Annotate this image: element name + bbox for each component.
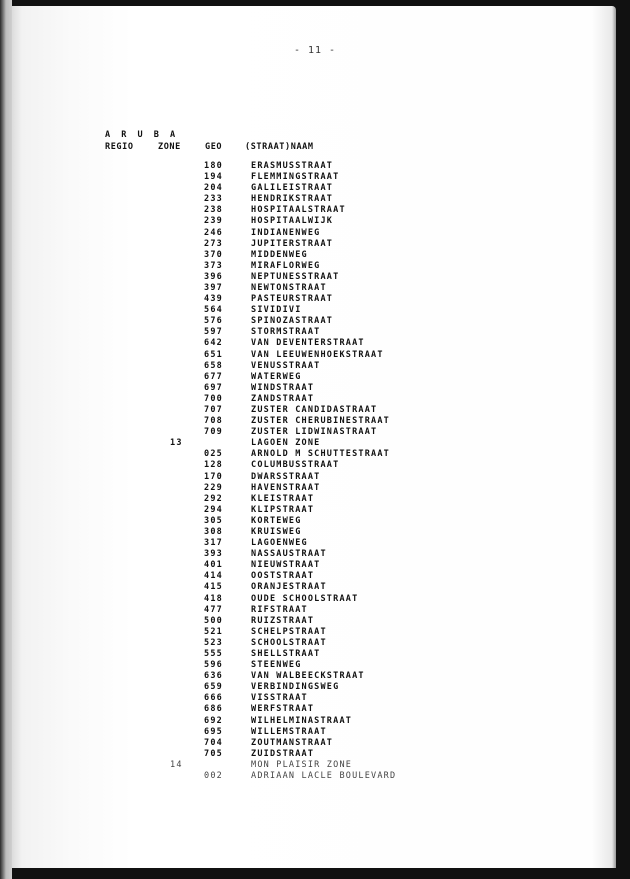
table-row [0, 194, 630, 205]
column-header-regio: REGIO [105, 142, 134, 152]
geo-cell: 233 [204, 194, 223, 205]
street-name-cell: KRUISWEG [251, 526, 302, 537]
street-name-cell: ZUSTER LIDWINASTRAAT [251, 427, 378, 438]
geo-cell: 373 [204, 260, 223, 271]
street-name-cell: JUPITERSTRAAT [251, 238, 334, 249]
geo-cell: 308 [204, 526, 223, 537]
street-name-cell: HENDRIKSTRAAT [251, 194, 334, 205]
geo-cell: 708 [204, 416, 223, 427]
page-number: - 11 - [293, 45, 337, 56]
geo-cell: 477 [204, 604, 223, 615]
geo-cell: 418 [204, 593, 223, 604]
street-name-cell: VAN LEEUWENHOEKSTRAAT [251, 349, 384, 360]
geo-cell: 521 [204, 626, 223, 637]
geo-cell: 659 [204, 682, 223, 693]
geo-cell: 707 [204, 404, 223, 415]
street-name-cell: INDIANENWEG [251, 227, 321, 238]
geo-cell: 576 [204, 316, 223, 327]
table-row [0, 216, 630, 227]
table-row [0, 649, 630, 660]
street-name-cell: ARNOLD M SCHUTTESTRAAT [251, 449, 390, 460]
geo-cell: 704 [204, 737, 223, 748]
table-row [0, 383, 630, 394]
table-row [0, 327, 630, 338]
geo-cell: 414 [204, 571, 223, 582]
street-name-cell: ERASMUSSTRAAT [251, 161, 334, 171]
street-name-cell: DWARSSTRAAT [251, 471, 321, 482]
street-name-cell: GALILEISTRAAT [251, 183, 334, 194]
table-row [0, 483, 630, 494]
geo-cell: 229 [204, 482, 223, 493]
geo-cell: 564 [204, 305, 223, 316]
table-row [0, 505, 630, 516]
street-name-cell: RIFSTRAAT [251, 604, 308, 615]
table-row [0, 261, 630, 272]
street-name-cell: HOSPITAALWIJK [251, 216, 334, 227]
zone-cell: 14 [170, 759, 183, 770]
table-row [0, 438, 630, 449]
table-row [0, 682, 630, 693]
geo-cell: 596 [204, 660, 223, 671]
table-row [0, 516, 630, 527]
table-row [0, 771, 630, 782]
street-name-cell: SCHOOLSTRAAT [251, 637, 327, 648]
table-row [0, 239, 630, 250]
geo-cell: 025 [204, 449, 223, 460]
table-row [0, 250, 630, 261]
street-name-cell: VERBINDINGSWEG [251, 682, 340, 693]
geo-cell: 396 [204, 271, 223, 282]
table-row [0, 571, 630, 582]
street-name-cell: VENUSSTRAAT [251, 360, 321, 371]
street-name-cell: KLEISTRAAT [251, 493, 315, 504]
geo-cell: 636 [204, 671, 223, 682]
geo-cell: 705 [204, 748, 223, 759]
street-name-cell: NASSAUSTRAAT [251, 549, 327, 560]
table-row [0, 749, 630, 760]
table-row [0, 460, 630, 471]
geo-cell: 401 [204, 560, 223, 571]
table-row [0, 605, 630, 616]
table-row [0, 671, 630, 682]
street-name-cell: ZUSTER CANDIDASTRAAT [251, 404, 378, 415]
geo-cell: 246 [204, 227, 223, 238]
street-name-cell: WILLEMSTRAAT [251, 726, 327, 737]
street-name-cell: HAVENSTRAAT [251, 482, 321, 493]
street-name-cell: VISSTRAAT [251, 693, 308, 704]
street-name-cell: FLEMMINGSTRAAT [251, 172, 340, 183]
column-header-zone: ZONE [158, 142, 181, 152]
street-name-cell: NIEUWSTRAAT [251, 560, 321, 571]
geo-cell: 597 [204, 327, 223, 338]
table-row [0, 527, 630, 538]
table-row [0, 616, 630, 627]
table-row [0, 205, 630, 216]
column-header-geo: GEO [205, 142, 223, 152]
geo-cell: 194 [204, 172, 223, 183]
street-name-cell: HOSPITAALSTRAAT [251, 205, 346, 216]
table-row [0, 427, 630, 438]
table-row [0, 228, 630, 239]
street-name-cell: WERFSTRAAT [251, 704, 315, 715]
street-name-cell: WATERWEG [251, 371, 302, 382]
table-row [0, 449, 630, 460]
geo-cell: 700 [204, 393, 223, 404]
street-name-cell: ADRIAAN LACLE BOULEVARD [251, 770, 397, 781]
street-name-cell: SPINOZASTRAAT [251, 316, 334, 327]
street-name-cell: ZOUTMANSTRAAT [251, 737, 334, 748]
table-row [0, 760, 630, 771]
geo-cell: 677 [204, 371, 223, 382]
table-row [0, 472, 630, 483]
geo-cell: 666 [204, 693, 223, 704]
geo-cell: 651 [204, 349, 223, 360]
table-row [0, 305, 630, 316]
table-row [0, 716, 630, 727]
street-name-cell: STEENWEG [251, 660, 302, 671]
street-name-cell: VAN DEVENTERSTRAAT [251, 338, 365, 349]
table-row [0, 594, 630, 605]
table-row [0, 660, 630, 671]
geo-cell: 500 [204, 615, 223, 626]
street-name-cell: ORANJESTRAAT [251, 582, 327, 593]
street-name-cell: LAGOEN ZONE [251, 438, 321, 449]
table-row [0, 727, 630, 738]
geo-cell: 273 [204, 238, 223, 249]
table-row [0, 549, 630, 560]
table-row [0, 627, 630, 638]
street-name-cell: KORTEWEG [251, 515, 302, 526]
street-name-cell: SHELLSTRAAT [251, 648, 321, 659]
geo-cell: 709 [204, 427, 223, 438]
street-name-cell: PASTEURSTRAAT [251, 294, 334, 305]
table-row [0, 350, 630, 361]
geo-cell: 393 [204, 549, 223, 560]
geo-cell: 697 [204, 382, 223, 393]
street-name-cell: KLIPSTRAAT [251, 504, 315, 515]
geo-cell: 370 [204, 249, 223, 260]
table-row [0, 316, 630, 327]
table-row [0, 560, 630, 571]
table-row [0, 494, 630, 505]
table-row [0, 638, 630, 649]
street-name-cell: SIVIDIVI [251, 305, 302, 316]
table-row [0, 405, 630, 416]
table-row [0, 172, 630, 183]
geo-cell: 238 [204, 205, 223, 216]
geo-cell: 128 [204, 460, 223, 471]
street-name-cell: OUDE SCHOOLSTRAAT [251, 593, 359, 604]
street-name-cell: ZUSTER CHERUBINESTRAAT [251, 416, 390, 427]
country-header: A R U B A [105, 130, 179, 140]
table-row [0, 183, 630, 194]
geo-cell: 170 [204, 471, 223, 482]
table-row [0, 538, 630, 549]
geo-cell: 692 [204, 715, 223, 726]
zone-cell: 13 [170, 438, 183, 449]
column-header-straatnaam: (STRAAT)NAAM [245, 142, 314, 152]
geo-cell: 439 [204, 294, 223, 305]
table-row [0, 693, 630, 704]
geo-cell: 204 [204, 183, 223, 194]
geo-cell: 658 [204, 360, 223, 371]
street-name-cell: MIRAFLORWEG [251, 260, 321, 271]
street-name-cell: WINDSTRAAT [251, 382, 315, 393]
geo-cell: 555 [204, 648, 223, 659]
geo-cell: 305 [204, 515, 223, 526]
table-row [0, 161, 630, 172]
street-name-cell: OOSTSTRAAT [251, 571, 315, 582]
street-name-cell: WILHELMINASTRAAT [251, 715, 353, 726]
street-name-cell: SCHELPSTRAAT [251, 626, 327, 637]
table-row [0, 704, 630, 715]
geo-cell: 002 [204, 770, 223, 781]
street-name-cell: LAGOENWEG [251, 538, 308, 549]
street-name-cell: ZANDSTRAAT [251, 393, 315, 404]
table-row [0, 738, 630, 749]
geo-cell: 642 [204, 338, 223, 349]
street-name-cell: NEPTUNESSTRAAT [251, 271, 340, 282]
table-row [0, 294, 630, 305]
street-name-cell: MIDDENWEG [251, 249, 308, 260]
geo-cell: 397 [204, 282, 223, 293]
geo-cell: 415 [204, 582, 223, 593]
street-name-cell: NEWTONSTRAAT [251, 282, 327, 293]
street-name-cell: COLUMBUSSTRAAT [251, 460, 340, 471]
table-row [0, 361, 630, 372]
street-name-cell: STORMSTRAAT [251, 327, 321, 338]
table-row [0, 272, 630, 283]
geo-cell: 695 [204, 726, 223, 737]
geo-cell: 239 [204, 216, 223, 227]
street-name-cell: ZUIDSTRAAT [251, 748, 315, 759]
geo-cell: 317 [204, 538, 223, 549]
table-row [0, 394, 630, 405]
street-name-cell: MON PLAISIR ZONE [251, 759, 353, 770]
geo-cell: 180 [204, 161, 223, 171]
geo-cell: 686 [204, 704, 223, 715]
table-row [0, 283, 630, 294]
geo-cell: 292 [204, 493, 223, 504]
table-row [0, 338, 630, 349]
street-name-cell: RUIZSTRAAT [251, 615, 315, 626]
table-row [0, 372, 630, 383]
street-name-cell: VAN WALBEECKSTRAAT [251, 671, 365, 682]
geo-cell: 523 [204, 637, 223, 648]
table-row [0, 582, 630, 593]
geo-cell: 294 [204, 504, 223, 515]
table-row [0, 416, 630, 427]
